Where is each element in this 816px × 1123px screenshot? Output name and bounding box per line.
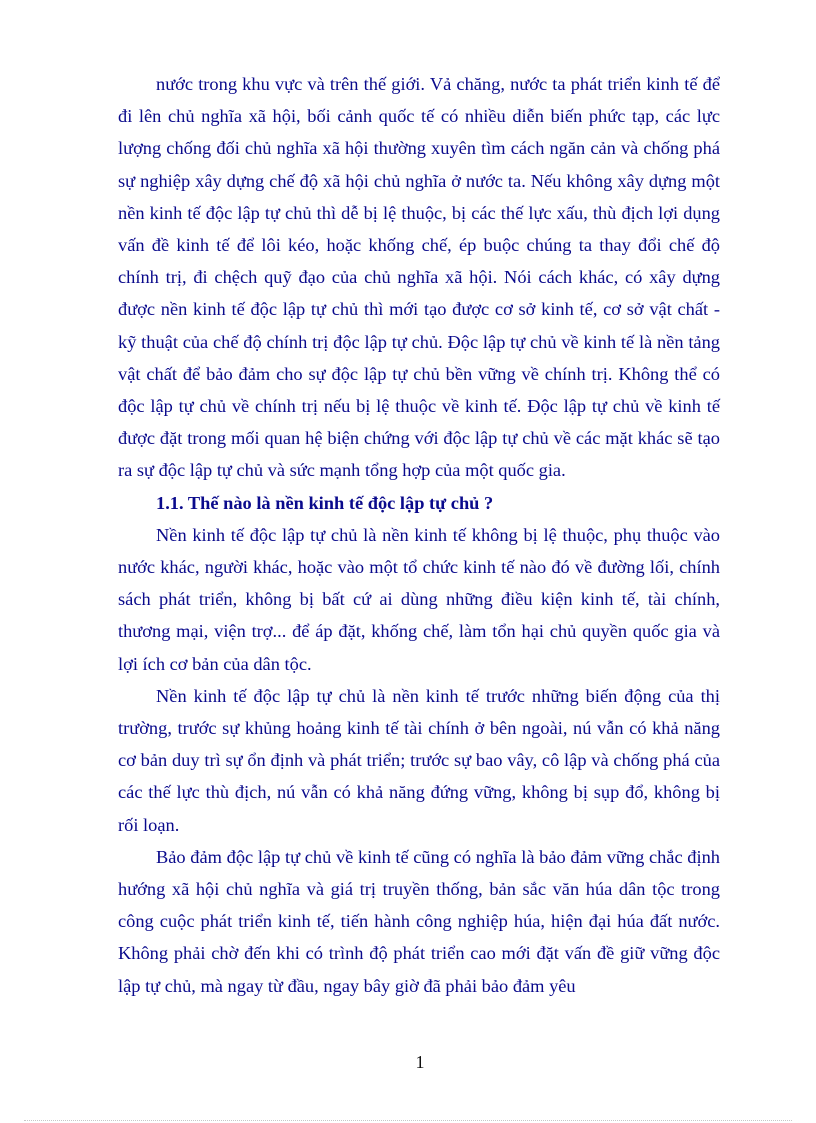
paragraph-definition: Nền kinh tế độc lập tự chủ là nền kinh tế không bị lệ thuộc, phụ thuộc vào nước khác, người khác, hoặc vào một tổ chức kinh tế nào đó về đường lối, chính sách phát triển, không bị bất cứ ai dùng những điều kiện kinh tế, tài chính, thương mại, viện trợ... để áp đặt, khống chế, làm tổn hại chủ quyền quốc gia và lợi ích cơ bản của dân tộc. — [118, 524, 720, 674]
page-content — [118, 68, 720, 1002]
page-bottom-edge — [24, 1120, 792, 1121]
page-number: 1 — [415, 1052, 425, 1072]
paragraph-continuation: nước trong khu vực và trên thế giới. Vả chăng, nước ta phát triển kinh tế để đi lên chủ nghĩa xã hội, bối cảnh quốc tế có nhiều diễn biến phức tạp, các lực lượng chống đối chủ nghĩa xã hội thường xuyên tìm cách ngăn cản và chống phá sự nghiệp xây dựng chế độ xã hội chủ nghĩa ở nước ta. Nếu không xây dựng một nền kinh tế độc lập tự chủ thì dễ bị lệ thuộc, bị các thế lực xấu, thù địch lợi dụng vấn đề kinh tế để lôi kéo, hoặc khống chế, ép buộc chúng ta thay đổi chế độ chính trị, đi chệch quỹ đạo của chủ nghĩa xã hội. Nói cách khác, có xây dựng được nền kinh tế độc lập tự chủ thì mới tạo được cơ sở kinh tế, cơ sở vật chất - kỹ thuật của chế độ chính trị độc lập tự chủ. Độc lập tự chủ về kinh tế là nền tảng vật chất để bảo đảm cho sự độc lập tự chủ bền vững về chính trị. Không thể có độc lập tự chủ về chính trị nếu bị lệ thuộc về kinh tế. Độc lập tự chủ về kinh tế được đặt trong mối quan hệ biện chứng với độc lập tự chủ về các mặt khác sẽ tạo ra sự độc lập tự chủ và sức mạnh tổng hợp của một quốc gia. — [118, 74, 720, 481]
paragraph-orientation: Bảo đảm độc lập tự chủ về kinh tế cũng có nghĩa là bảo đảm vững chắc định hướng xã hội chủ nghĩa và giá trị truyền thống, bản sắc văn húa dân tộc trong công cuộc phát triển kinh tế, tiến hành công nghiệp húa, hiện đại húa đất nước. Không phải chờ đến khi có trình độ phát triển cao mới đặt vấn đề giữ vững độc lập tự chủ, mà ngay từ đầu, ngay bây giờ đã phải bảo đảm yêu — [118, 846, 720, 996]
section-heading-1-1: 1.1. Thế nào là nền kinh tế độc lập tự chủ ? — [156, 492, 494, 513]
paragraph-resilience: Nền kinh tế độc lập tự chủ là nền kinh tế trước những biến động của thị trường, trước sự khủng hoảng kinh tế tài chính ở bên ngoài, nú vẫn có khả năng cơ bản duy trì sự ổn định và phát triển; trước sự bao vây, cô lập và chống phá của các thế lực thù địch, nú vẫn có khả năng đứng vững, không bị sụp đổ, không bị rối loạn. — [118, 685, 720, 835]
